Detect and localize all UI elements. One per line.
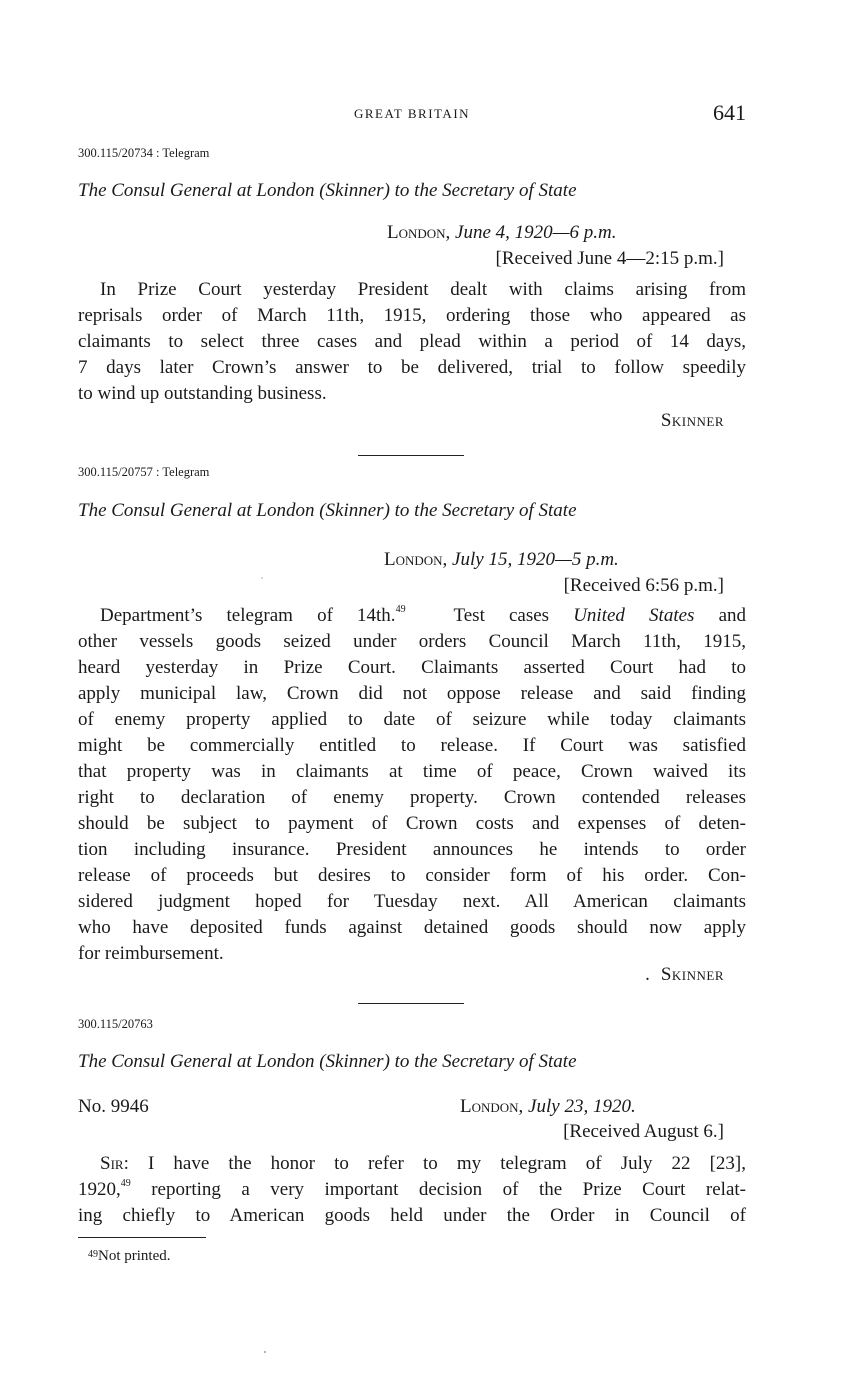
body-text: Test cases (405, 605, 574, 626)
footnote (88, 1248, 171, 1265)
document-title (78, 500, 746, 522)
signature (645, 964, 724, 986)
footnote-marker: 49 (120, 1178, 131, 1189)
signature: Skinner (660, 410, 724, 431)
print-speck (264, 1351, 266, 1353)
footnote-text: Not printed. (98, 1248, 171, 1264)
title-text: The Consul General at London ( (78, 500, 326, 521)
title-text: ) to the Secretary of State (383, 1051, 577, 1072)
body-text: and (694, 605, 746, 626)
body-text: Department’s telegram of 14th. (100, 605, 396, 626)
dateline-date: July 15, 1920—5 p.m. (452, 549, 619, 570)
received-line: [Received August 6.] (563, 1121, 724, 1142)
body-line: release of proceeds but desires to consider form of his order. Con- (78, 865, 746, 886)
body-line: heard yesterday in Prize Court. Claimants asserted Court had to (78, 657, 746, 678)
salutation: Sir: (100, 1153, 129, 1174)
body-line: ing chiefly to American goods held under the Order in Council of (78, 1205, 746, 1226)
body-line: sidered judgment hoped for Tuesday next. All American claimants (78, 891, 746, 912)
title-text: The Consul General at London ( (78, 180, 326, 201)
body-line: reprisals order of March 11th, 1915, ordering those who appeared as (78, 305, 746, 326)
document-title (78, 180, 746, 202)
body-text: reporting a very important decision of the Prize Court relat- (130, 1179, 746, 1200)
document-title (78, 1051, 746, 1073)
body-line: might be commercially entitled to release. If Court was satisfied (78, 735, 746, 756)
body-line: of enemy property applied to date of seizure while today claimants (78, 709, 746, 730)
print-speck (261, 577, 263, 579)
section-divider (358, 1003, 464, 1004)
file-reference: 300.115/20757 : Telegram (78, 465, 210, 479)
title-name: Skinner (325, 500, 384, 521)
dateline-date: June 4, 1920—6 p.m. (455, 222, 617, 243)
document-body (78, 1151, 746, 1229)
body-line: 7 days later Crown’s answer to be delivered, trial to follow speedily (78, 357, 746, 378)
body-line: should be subject to payment of Crown costs and expenses of deten- (78, 813, 746, 834)
body-line: right to declaration of enemy property. Crown contended releases (78, 787, 746, 808)
footnote-divider (78, 1237, 206, 1238)
body-line: other vessels goods seized under orders Council March 11th, 1915, (78, 631, 746, 652)
document-body (78, 603, 746, 967)
body-line: apply municipal law, Crown did not oppose release and said finding (78, 683, 746, 704)
file-reference: 300.115/20763 (78, 1017, 153, 1031)
body-line: for reimbursement. (78, 943, 224, 964)
title-text: ) to the Secretary of State (383, 180, 577, 201)
dateline-place: London, (460, 1096, 524, 1117)
file-reference: 300.115/20734 : Telegram (78, 146, 210, 160)
body-line (78, 603, 746, 629)
footnote-marker: 49 (88, 1249, 98, 1260)
body-line (78, 1177, 746, 1203)
dateline-date: July 23, 1920. (528, 1096, 636, 1117)
received-line: [Received 6:56 p.m.] (563, 575, 724, 596)
title-text: ) to the Secretary of State (383, 500, 577, 521)
received-line: [Received June 4—2:15 p.m.] (495, 248, 724, 269)
body-line (78, 1151, 746, 1177)
dateline-place: London, (387, 222, 451, 243)
body-text: 1920, (78, 1179, 121, 1200)
body-text: I have the honor to refer to my telegram of July 22 [23], (128, 1153, 746, 1174)
body-line: In Prize Court yesterday President dealt with claims arising from (100, 279, 746, 300)
title-name: Skinner (325, 180, 384, 201)
title-name: Skinner (325, 1051, 384, 1072)
body-line: who have deposited funds against detained goods should now apply (78, 917, 746, 938)
body-line: tion including insurance. President announces he intends to order (78, 839, 746, 860)
signature-mark: . (645, 964, 651, 985)
dateline (387, 222, 617, 244)
body-line: claimants to select three cases and plead within a period of 14 days, (78, 331, 746, 352)
section-divider (358, 455, 464, 456)
dateline (384, 549, 619, 571)
body-line: that property was in claimants at time of peace, Crown waived its (78, 761, 746, 782)
despatch-number: No. 9946 (78, 1096, 149, 1117)
document-body (78, 277, 746, 407)
body-line: to wind up outstanding business. (78, 383, 327, 404)
signature-name: Skinner (660, 964, 724, 985)
footnote-marker: 49 (395, 604, 406, 615)
running-header (78, 100, 746, 128)
title-text: The Consul General at London ( (78, 1051, 326, 1072)
page-number: 641 (713, 100, 746, 125)
dateline-place: London, (384, 549, 448, 570)
running-title: GREAT BRITAIN (353, 106, 471, 121)
dateline (460, 1096, 636, 1118)
vessel-name: United States (573, 605, 695, 626)
document-page (78, 0, 746, 1380)
